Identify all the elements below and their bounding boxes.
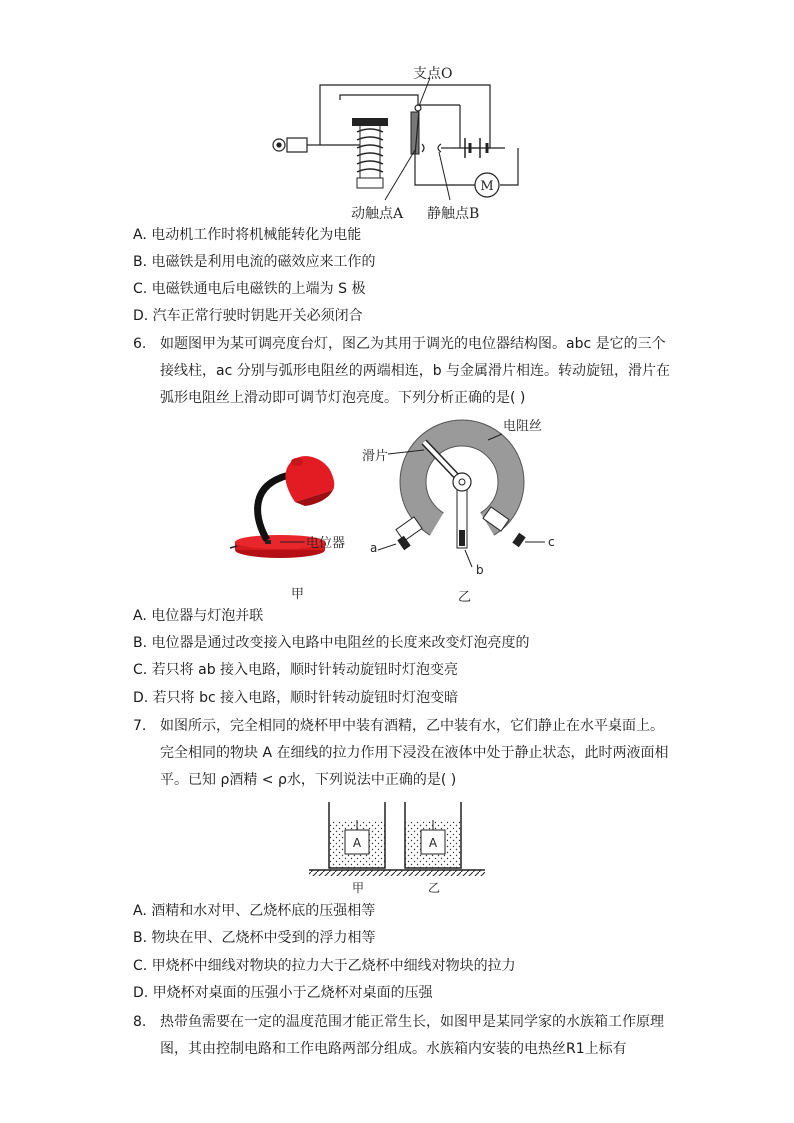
fulcrum-label: 支点O: [413, 66, 453, 82]
q6-option-c[interactable]: C. 若只将 ab 接入电路，顺时针转动旋钮时灯泡变亮: [133, 662, 459, 678]
beaker-jia: [329, 802, 385, 868]
potentiometer-label: 电位器: [306, 536, 346, 551]
q7-option-b[interactable]: B. 物块在甲、乙烧杯中受到的浮力相等: [133, 930, 376, 946]
q6-caption-left: 甲: [291, 587, 305, 602]
block-a-jia-label: A: [352, 836, 362, 850]
motor-icon: [475, 173, 499, 197]
q7-caption-left: 甲: [352, 881, 365, 895]
q5-option-c[interactable]: C. 电磁铁通电后电磁铁的上端为 S 极: [133, 281, 366, 297]
potentiometer-structure-figure: [360, 412, 580, 612]
relay-circuit-diagram: [265, 60, 535, 225]
motor-label: M: [480, 179, 494, 194]
q7-caption-right: 乙: [428, 881, 441, 895]
q7-number: 7.: [133, 718, 147, 734]
q5-option-b[interactable]: B. 电磁铁是利用电流的磁效应来工作的: [133, 254, 376, 270]
resistance-wire-label: 电阻丝: [503, 419, 543, 434]
q5-option-a[interactable]: A. 电动机工作时将机械能转化为电能: [133, 227, 362, 243]
static-contact: [438, 144, 441, 152]
q7-option-d[interactable]: D. 甲烧杯对桌面的压强小于乙烧杯对桌面的压强: [133, 985, 433, 1001]
q7-option-c[interactable]: C. 甲烧杯中细线对物块的拉力大于乙烧杯中细线对物块的拉力: [133, 958, 516, 974]
terminal-b-label: b: [476, 563, 484, 577]
beakers-figure: [305, 800, 490, 900]
armature-lever: [411, 105, 424, 155]
desk-lamp-figure: [225, 450, 365, 610]
q5-option-d[interactable]: D. 汽车正常行驶时钥匙开关必须闭合: [133, 308, 363, 324]
q6-number: 6.: [133, 336, 147, 352]
q6-option-b[interactable]: B. 电位器是通过改变接入电路中电阻丝的长度来改变灯泡亮度的: [133, 635, 530, 651]
terminal-a-label: a: [370, 541, 378, 555]
q8-stem-line-1: 热带鱼需要在一定的温度范围才能正常生长，如图甲是某同学家的水族箱工作原理: [160, 1014, 664, 1030]
q7-stem-line-1: 如图所示，完全相同的烧杯甲中装有酒精，乙中装有水，它们静止在水平桌面上。: [160, 718, 664, 734]
q7-stem-line-3: 平。已知 ρ酒精 < ρ水，下列说法中正确的是( ): [160, 772, 457, 788]
q8-number: 8.: [133, 1014, 147, 1030]
q6-option-a[interactable]: A. 电位器与灯泡并联: [133, 608, 264, 624]
q6-stem-line-3: 弧形电阻丝上滑动即可调节灯泡亮度。下列分析正确的是( ): [160, 390, 526, 406]
q6-option-d[interactable]: D. 若只将 bc 接入电路，顺时针转动旋钮时灯泡变暗: [133, 690, 459, 706]
q7-stem-line-2: 完全相同的物块 A 在细线的拉力作用下浸没在液体中处于静止状态，此时两液面相: [160, 745, 669, 761]
q8-stem-line-2: 图，其由控制电路和工作电路两部分组成。水族箱内安装的电热丝R1上标有: [160, 1041, 627, 1057]
beaker-yi: [405, 802, 461, 868]
q6-caption-right: 乙: [458, 590, 472, 605]
moving-contact-label: 动触点A: [351, 206, 404, 222]
slider-label: 滑片: [362, 449, 389, 464]
q6-stem-line-1: 如题图甲为某可调亮度台灯，图乙为其用于调光的电位器结构图。abc 是它的三个: [160, 336, 666, 352]
q7-option-a[interactable]: A. 酒精和水对甲、乙烧杯底的压强相等: [133, 903, 376, 919]
q6-stem-line-2: 接线柱，ac 分别与弧形电阻丝的两端相连，b 与金属滑片相连。转动旋钮，滑片在: [160, 363, 671, 379]
block-a-yi-label: A: [428, 836, 438, 850]
static-contact-label: 静触点B: [427, 206, 480, 222]
terminal-a: [378, 517, 422, 550]
key-switch-icon: [273, 138, 307, 152]
electromagnet-icon: [352, 118, 388, 188]
terminal-c-label: c: [548, 535, 555, 549]
